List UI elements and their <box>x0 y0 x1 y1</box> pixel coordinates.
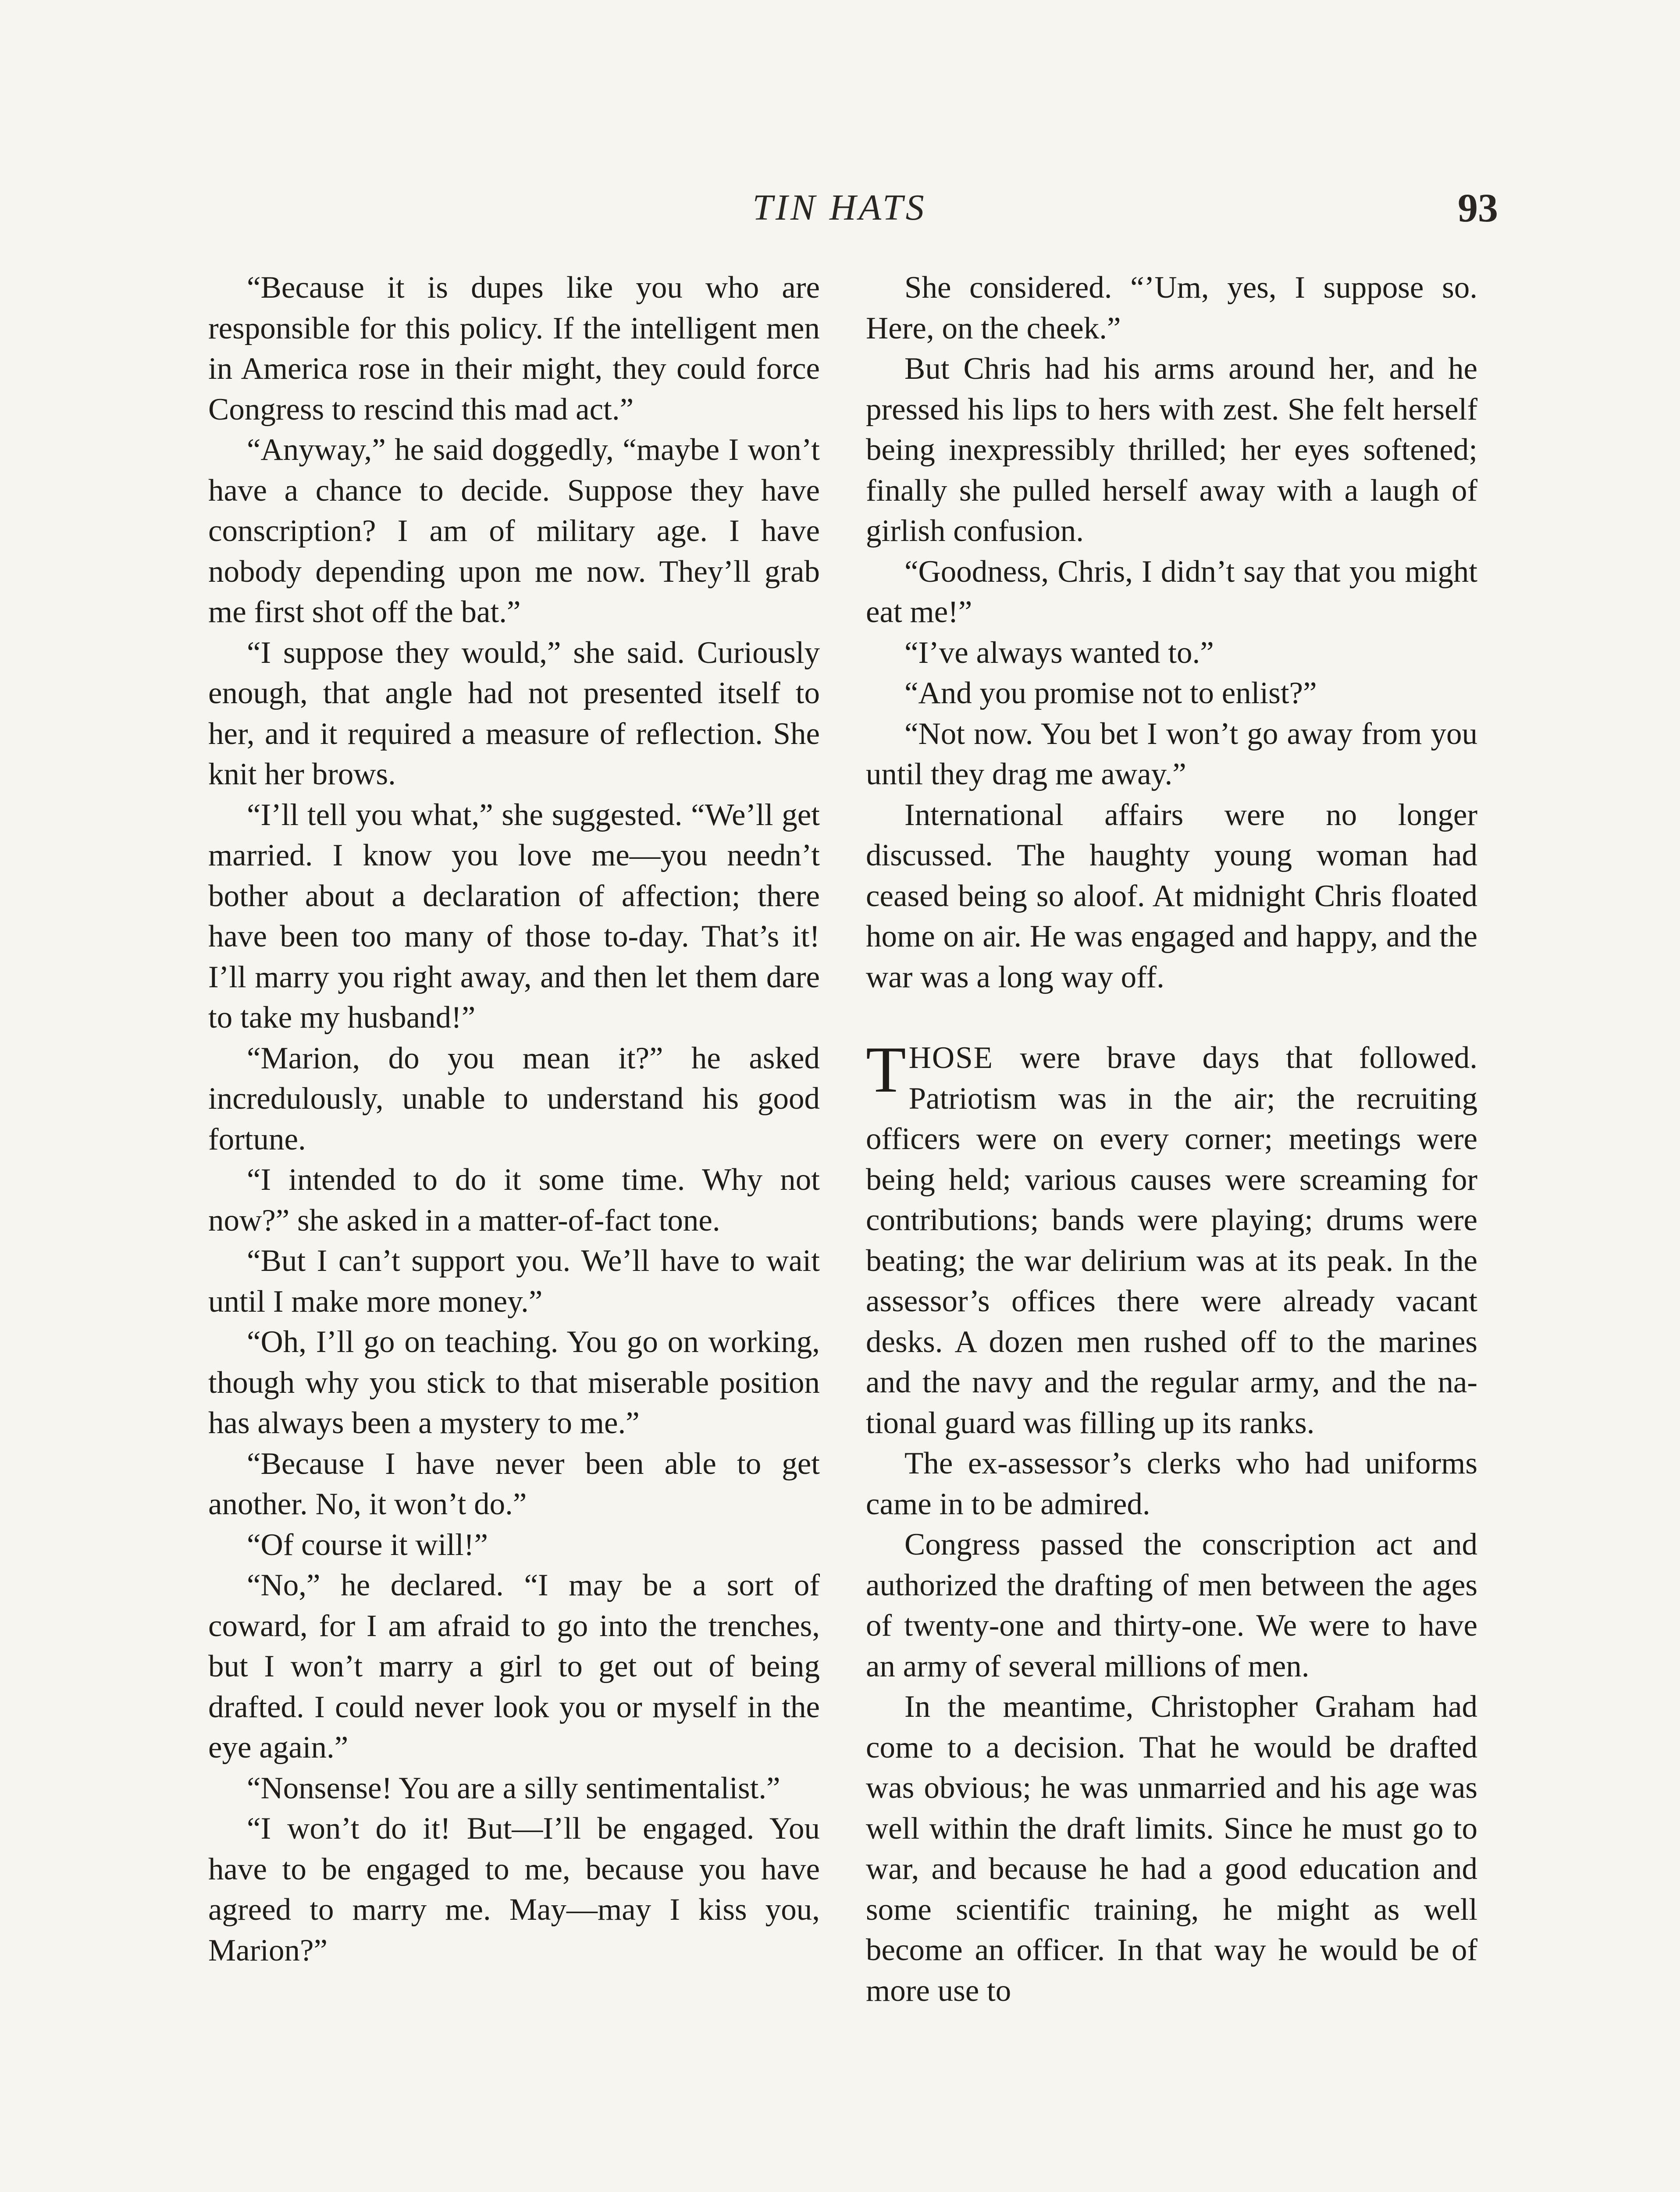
paragraph: “Marion, do you mean it?” he asked incredulously, unable to understand his good fortune. <box>208 1041 820 1156</box>
paragraph: “Of course it will!” <box>247 1527 488 1562</box>
paragraph: “Goodness, Chris, I didn’t say that you might eat me!” <box>866 554 1477 629</box>
paragraph: Congress passed the conscription act and authorized the drafting of men between the ages of twenty-one and thirty-one. We were to have an army of several millions of men. <box>866 1527 1477 1683</box>
paragraph: “But I can’t support you. We’ll have to wait until I make more money.” <box>208 1244 820 1319</box>
paragraph: “I won’t do it! But—I’ll be engaged. You have to be engaged to me, because you have agreed to marry me. May—may I kiss you, Marion?” <box>208 1811 820 1968</box>
paragraph: She considered. “’Um, yes, I suppose so. Here, on the cheek.” <box>866 270 1477 345</box>
paragraph: But Chris had his arms around her, and he pressed his lips to hers with zest. She felt herself being inexpressibly thrilled; her eyes softened; finally she pulled herself away with a laugh of girlish confusion. <box>866 352 1477 548</box>
paragraph: “I’ve always wanted to.” <box>904 635 1214 670</box>
paragraph: “I’ll tell you what,” she suggested. “We’ll get married. I know you love me—you needn’t bother about a declaration of affection; there have been too many of those to-day. That’s it! I’ll marry you right away, and then let them dare to take my husband!” <box>208 797 820 1035</box>
paragraph: The ex-assessor’s clerks who had uniforms came in to be admired. <box>866 1446 1477 1521</box>
small-caps-lead: HOSE <box>908 1041 994 1075</box>
page-header <box>0 186 1680 239</box>
paragraph: “Anyway,” he said doggedly, “maybe I won’t have a chance to decide. Suppose they have conscription? I am of military age. I have nobody depending upon me now. They’ll grab me first shot off the bat.” <box>208 433 820 629</box>
section-opening-paragraph <box>866 1033 1477 1443</box>
paragraph: “Not now. You bet I won’t go away from you until they drag me away.” <box>866 716 1477 791</box>
paragraph: “I suppose they would,” she said. Curiously enough, that angle had not presented itself to her, and it required a measure of reflection. She knit her brows. <box>208 635 820 791</box>
left-text-column <box>208 267 820 1971</box>
paragraph: “Nonsense! You are a silly sentimentalist.” <box>247 1771 780 1805</box>
paragraph: “Because it is dupes like you who are responsible for this policy. If the intelligent men in America rose in their might, they could force Congress to rescind this mad act.” <box>208 270 820 427</box>
paragraph: “And you promise not to enlist?” <box>904 676 1317 710</box>
drop-cap: T <box>866 1033 906 1106</box>
paragraph: “Oh, I’ll go on teaching. You go on working, though why you stick to that miserable position has always been a mystery to me.” <box>208 1325 820 1440</box>
page-number: 93 <box>1458 185 1498 230</box>
paragraph: “I intended to do it some time. Why not now?” she asked in a matter-of-fact tone. <box>208 1163 820 1238</box>
paragraph: “No,” he declared. “I may be a sort of coward, for I am afraid to go into the trenches, but I won’t marry a girl to get out of being drafted. I could never look you or myself in the eye again.” <box>208 1568 820 1765</box>
right-text-column <box>866 267 1477 2011</box>
running-head-title: TIN HATS <box>752 187 927 228</box>
section-opening-text: were brave days that followed. Patriotism was in the air; the recruiting officers were on every corner; meetings were being held; various causes were screaming for contributions; bands were playing; drums were beating; the war delirium was at its peak. In the assessor’s offices there were already vacant desks. A dozen men rushed off to the marines and the navy and the regular army, and the national guard was filling up its ranks. <box>866 1041 1477 1440</box>
paragraph: “Because I have never been able to get another. No, it won’t do.” <box>208 1446 820 1521</box>
paragraph: In the meantime, Christopher Graham had come to a decision. That he would be drafted was obvious; he was unmarried and his age was well within the draft limits. Since he must go to war, and because he had a good education and some scientific training, he might as well become an officer. In that way he would be of more use to <box>866 1690 1477 2008</box>
paragraph: International affairs were no longer discussed. The haughty young woman had ceased being so aloof. At midnight Chris floated home on air. He was engaged and happy, and the war was a long way off. <box>866 797 1477 994</box>
